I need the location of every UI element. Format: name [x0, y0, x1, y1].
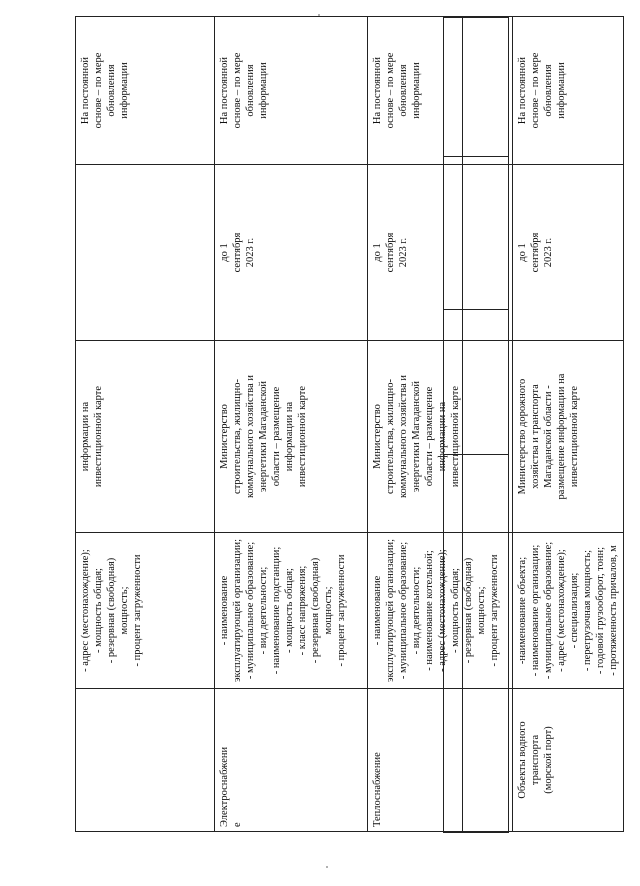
params-cell: - адрес (местонахождение); - мощность общая; - резервная (свободная) мощность; - процент загруженности: [76, 533, 215, 689]
number-cell: [443, 156, 463, 310]
period-cell: На постоянной основе – по мере обновления информации: [215, 17, 368, 165]
responsible-cell: Министерство строительства, жилищно- коммунального хозяйства и энергетики Магаданской области – размещение информации на инвестиционной карте: [215, 341, 368, 533]
rotated-table-wrapper: [75, 17, 619, 832]
section-cell: [462, 309, 509, 455]
first-columns-wrapper: [0, 17, 64, 832]
period-cell: На постоянной основе – по мере обновления информации: [368, 17, 513, 165]
object-cell: [76, 689, 215, 832]
object-cell: Теплоснабжение: [368, 689, 513, 832]
number-cell: [443, 454, 463, 833]
section-cell: [462, 156, 509, 310]
object-cell: Объекты водного транспорта (морской порт): [513, 689, 624, 832]
section-cell: [462, 454, 509, 833]
deadline-cell: до 1 сентября 2023 г.: [513, 165, 624, 341]
deadline-cell: до 1 сентября 2023 г.: [215, 165, 368, 341]
period-cell: На постоянной основе – по мере обновления информации: [76, 17, 215, 165]
object-cell: Электроснабжени е: [215, 689, 368, 832]
responsible-cell: Министерство дорожного хозяйства и транспорта Магаданской области - размещение информации на инвестиционной карте: [513, 341, 624, 533]
section-cell: [462, 17, 509, 157]
number-cell: [443, 17, 463, 157]
responsible-cell: информации на инвестиционной карте: [76, 341, 215, 533]
table-row: [513, 17, 624, 832]
table-row: [215, 17, 368, 832]
params-cell: - наименование эксплуатирующей организации; - муниципальное образование; - вид деятельности; - наименование котельной; - адрес (местонахождение); - мощность общая; - резервная (свободная) мощность; - процент загруженности: [368, 533, 513, 689]
scan-speck: [326, 866, 328, 868]
params-cell: -наименование объекта; - наименование организации; - муниципальное образование; - адрес (местонахождение); - специализация; - перегрузочная мощность; - годовой грузооборот, тонн; - протяженность причалов, м: [513, 533, 624, 689]
responsible-cell: Министерство строительства, жилищно- коммунального хозяйства и энергетики Магаданской области – размещение информации на инвестиционной карте: [368, 341, 513, 533]
params-cell: - наименование эксплуатирующей организации; - муниципальное образование; - вид деятельности; - наименование подстанции; - мощность общая; - класс напряжения; - резервная (свободная) мощность; - процент загруженности: [215, 533, 368, 689]
data-table: [75, 16, 624, 832]
deadline-cell: до 1 сентября 2023 г.: [368, 165, 513, 341]
table-row: [76, 17, 215, 832]
deadline-cell: [76, 165, 215, 341]
number-cell: [443, 309, 463, 455]
period-cell: На постоянной основе – по мере обновления информации: [513, 17, 624, 165]
